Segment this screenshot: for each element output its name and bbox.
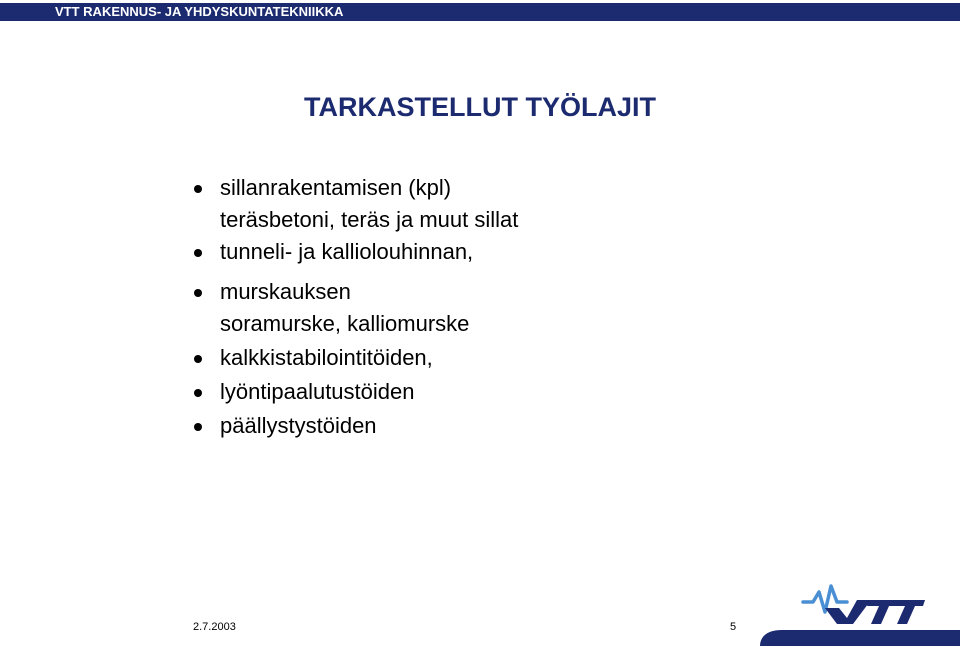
list-item: [194, 276, 518, 340]
bullet-icon: [194, 185, 202, 193]
page-number: 5: [730, 621, 737, 633]
logo-letter-t2: [893, 600, 925, 624]
bullet-list: [194, 172, 518, 442]
bullet-text: murskauksen: [220, 279, 351, 304]
header-bar: [0, 3, 960, 21]
bullet-text: sillanrakentamisen (kpl): [220, 175, 452, 200]
list-item: [194, 410, 518, 442]
bullet-icon: [194, 289, 202, 297]
list-item: [194, 342, 518, 374]
slide-title: TARKASTELLUT TYÖLAJIT: [304, 92, 656, 122]
list-item: [194, 236, 518, 268]
vtt-logo-icon: [795, 578, 925, 624]
logo-letter-v: [825, 600, 871, 624]
footer-bar: [760, 628, 960, 646]
bullet-icon: [194, 389, 202, 397]
list-item: [194, 376, 518, 408]
bullet-text: kalkkistabilointitöiden,: [220, 345, 433, 370]
bullet-subtext: soramurske, kalliomurske: [220, 311, 470, 336]
footer-date: 2.7.2003: [193, 621, 236, 633]
list-item: [194, 172, 518, 236]
bullet-text: lyöntipaalutustöiden: [220, 379, 415, 404]
bullet-icon: [194, 355, 202, 363]
bullet-text: tunneli- ja kalliolouhinnan,: [220, 239, 474, 264]
logo-wave: [803, 586, 847, 612]
org-name: VTT RAKENNUS- JA YHDYSKUNTATEKNIIKKA: [55, 4, 344, 19]
bullet-text: päällystystöiden: [220, 413, 377, 438]
bullet-icon: [194, 423, 202, 431]
bullet-icon: [194, 249, 202, 257]
bullet-subtext: teräsbetoni, teräs ja muut sillat: [220, 207, 519, 232]
